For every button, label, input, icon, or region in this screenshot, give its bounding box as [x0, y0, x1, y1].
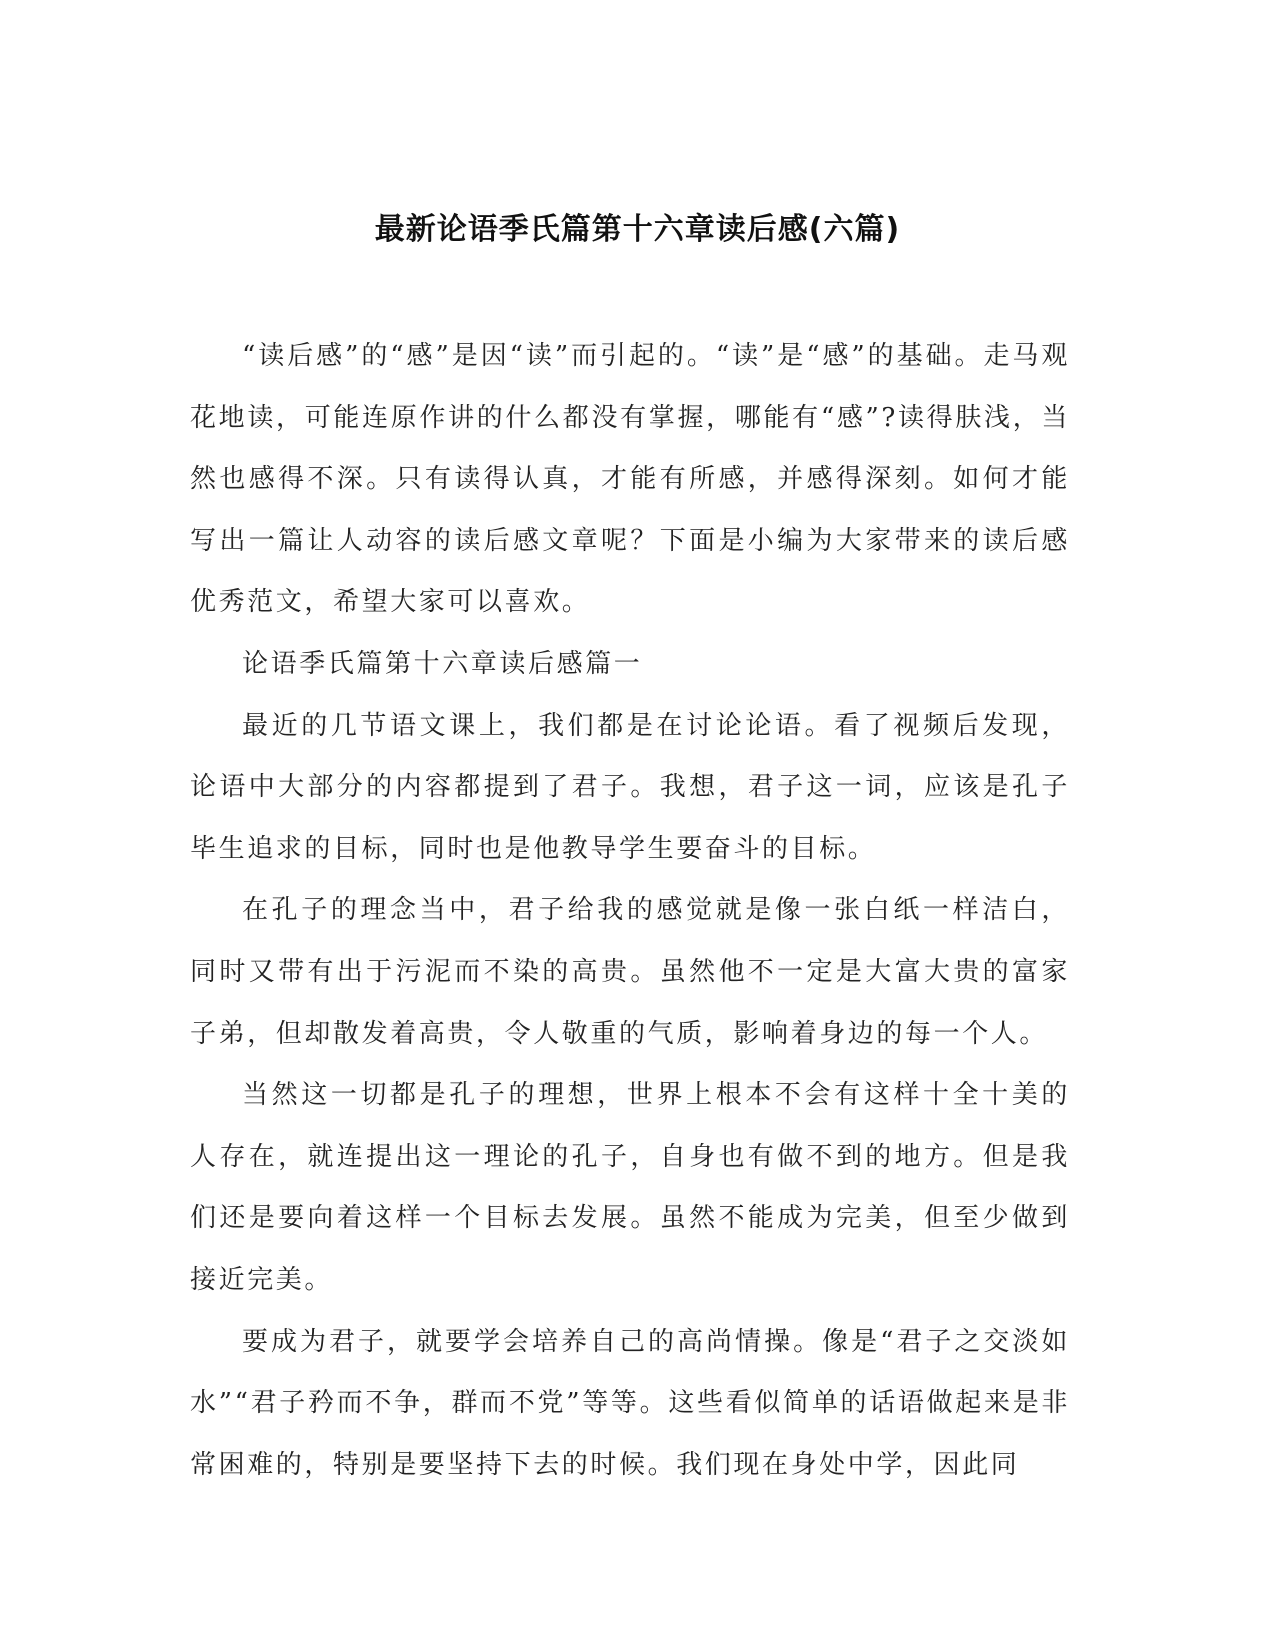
document-title: 最新论语季氏篇第十六章读后感(六篇) [374, 212, 901, 247]
body-paragraph: 在孔子的理念当中，君子给我的感觉就是像一张白纸一样洁白，同时又带有出于污泥而不染的高贵。虽然他不一定是大富大贵的富家子弟，但却散发着高贵，令人敬重的气质，影响着身边的每一个人。 [190, 895, 1070, 1049]
document-body [190, 326, 1070, 1496]
intro-paragraph: “读后感”的“感”是因“读”而引起的。“读”是“感”的基础。走马观花地读，可能连原作讲的什么都没有掌握，哪能有“感”?读得肤浅，当然也感得不深。只有读得认真，才能有所感，并感得深刻。如何才能写出一篇让人动容的读后感文章呢？下面是小编为大家带来的读后感优秀范文，希望大家可以喜欢。 [190, 341, 1070, 618]
body-paragraph: 要成为君子，就要学会培养自己的高尚情操。像是“君子之交淡如水”“君子矜而不争，群而不党”等等。这些看似简单的话语做起来是非常困难的，特别是要坚持下去的时候。我们现在身处中学，因此同 [190, 1326, 1070, 1480]
body-paragraph: 当然这一切都是孔子的理想，世界上根本不会有这样十全十美的人存在，就连提出这一理论的孔子，自身也有做不到的地方。但是我们还是要向着这样一个目标去发展。虽然不能成为完美，但至少做到接近完美。 [190, 1080, 1070, 1295]
body-paragraph: 最近的几节语文课上，我们都是在讨论论语。看了视频后发现，论语中大部分的内容都提到了君子。我想，君子这一词，应该是孔子毕生追求的目标，同时也是他教导学生要奋斗的目标。 [190, 710, 1070, 864]
section-heading: 论语季氏篇第十六章读后感篇一 [242, 648, 643, 679]
